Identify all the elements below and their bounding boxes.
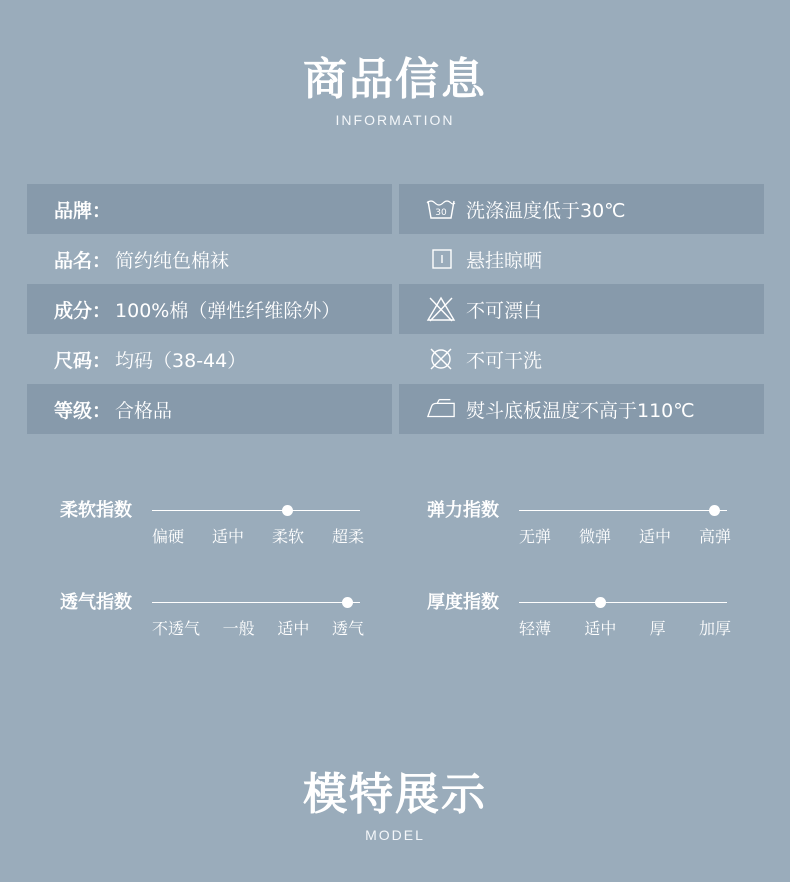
info-row (27, 384, 764, 434)
scale-track (519, 510, 727, 511)
care-cell-bleach (399, 284, 764, 334)
scale-options (519, 524, 731, 547)
no-bleach-icon (426, 296, 456, 322)
softness-scale (60, 500, 380, 550)
care-cell-dryclean (399, 334, 764, 384)
iron-icon (426, 396, 456, 422)
detail-label: 品牌： (54, 199, 112, 222)
detail-label: 等级： (54, 399, 112, 422)
scale-option: 柔软 (271, 527, 304, 546)
info-row (27, 184, 764, 234)
scale-option: 微弹 (578, 527, 611, 546)
detail-cell-grade (27, 384, 392, 434)
scale-option: 偏硬 (152, 527, 185, 546)
info-row (27, 334, 764, 384)
detail-value: 均码（38-44） (115, 349, 247, 372)
detail-value: 100%棉（弹性纤维除外） (115, 299, 341, 322)
detail-value: 简约纯色棉袜 (115, 249, 230, 272)
scale-option: 高弹 (698, 527, 731, 546)
product-info-table (27, 184, 764, 434)
detail-cell-brand (27, 184, 392, 234)
scale-option: 轻薄 (519, 619, 552, 638)
scale-option: 厚 (649, 619, 666, 638)
wash-30-icon (426, 196, 456, 222)
scale-indicator-dot (282, 505, 293, 516)
scale-options (519, 616, 731, 639)
care-text: 不可干洗 (466, 349, 543, 372)
detail-value: 合格品 (115, 399, 173, 422)
no-dry-clean-icon (426, 346, 456, 372)
scale-option: 适中 (638, 527, 671, 546)
scale-title: 弹力指数 (427, 500, 499, 521)
breathability-scale (60, 592, 380, 642)
info-row (27, 284, 764, 334)
info-section-subtitle: INFORMATION (335, 112, 455, 128)
scale-title: 透气指数 (60, 592, 132, 613)
scale-option: 不透气 (152, 619, 201, 638)
model-section-title: 模特展示 (303, 769, 487, 820)
scale-option: 超柔 (331, 527, 364, 546)
care-text: 悬挂晾晒 (466, 249, 543, 272)
scale-option: 无弹 (519, 527, 552, 546)
scale-option: 适中 (211, 527, 244, 546)
info-section-title: 商品信息 (303, 54, 487, 105)
scale-indicator-dot (595, 597, 606, 608)
scale-title: 柔软指数 (60, 500, 132, 521)
detail-cell-size (27, 334, 392, 384)
scale-options (152, 524, 364, 547)
scale-option: 一般 (222, 619, 255, 638)
care-cell-iron (399, 384, 764, 434)
scale-option: 透气 (331, 619, 364, 638)
elasticity-scale (427, 500, 747, 550)
thickness-scale (427, 592, 747, 642)
detail-cell-material (27, 284, 392, 334)
care-cell-wash (399, 184, 764, 234)
model-section-header (0, 769, 790, 843)
scale-option: 加厚 (698, 619, 731, 638)
care-cell-hang (399, 234, 764, 284)
scale-track (152, 510, 360, 511)
scale-indicator-dot (709, 505, 720, 516)
care-text: 不可漂白 (466, 299, 543, 322)
scale-option: 适中 (277, 619, 310, 638)
info-section-header (0, 54, 790, 128)
care-text: 熨斗底板温度不高于110℃ (466, 399, 695, 422)
detail-label: 品名： (54, 249, 112, 272)
scale-title: 厚度指数 (427, 592, 499, 613)
scale-indicator-dot (342, 597, 353, 608)
care-text: 洗涤温度低于30℃ (466, 199, 626, 222)
model-section-subtitle: MODEL (365, 827, 425, 843)
detail-label: 尺码： (54, 349, 112, 372)
detail-label: 成分： (54, 299, 112, 322)
scale-track (152, 602, 360, 603)
scale-option: 适中 (584, 619, 617, 638)
scale-options (152, 616, 364, 639)
hang-dry-icon (426, 246, 456, 272)
detail-cell-name (27, 234, 392, 284)
wash-temp-label: 30 (435, 208, 447, 218)
info-row (27, 234, 764, 284)
scale-track (519, 602, 727, 603)
